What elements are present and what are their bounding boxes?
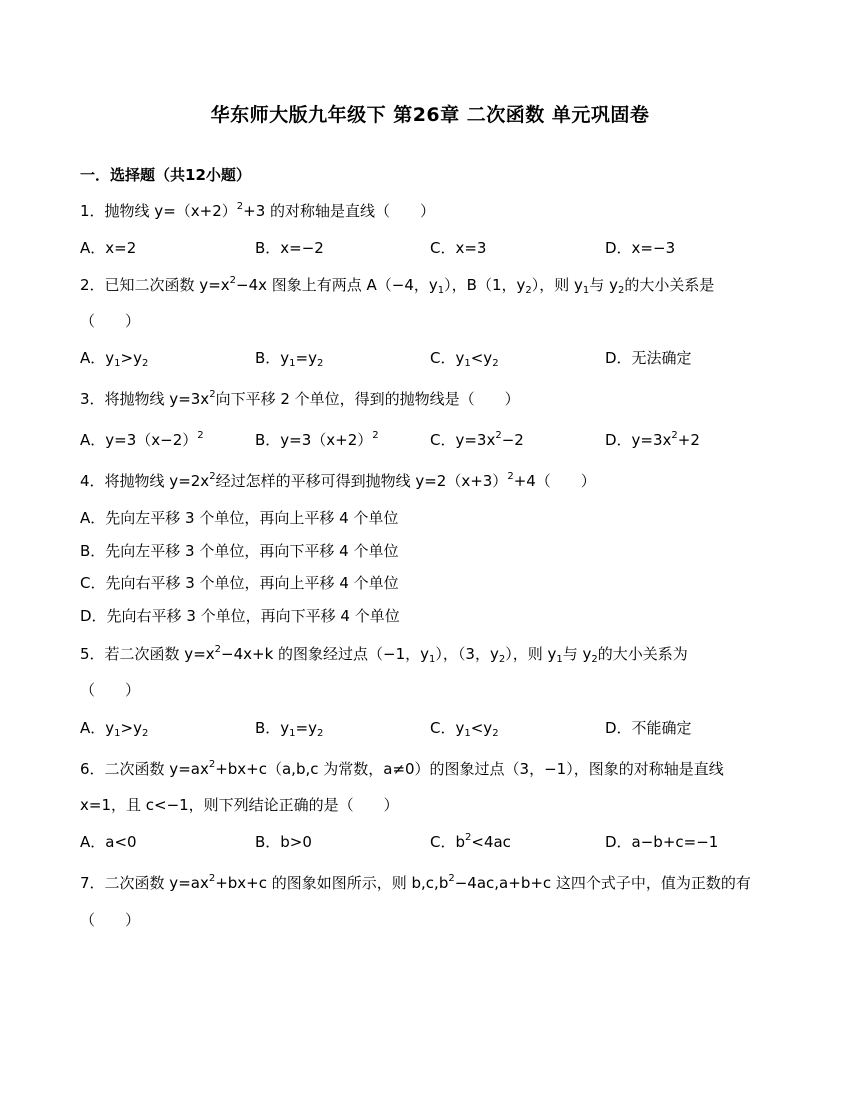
option-b: B．$y_1=y_2$	[255, 719, 324, 739]
section-heading: 一．选择题（共12小题）	[80, 166, 251, 184]
question-4-option-a: A．先向左平移 3 个单位，再向上平移 4 个单位	[80, 509, 399, 527]
question-4-option-d: D．先向右平移 3 个单位，再向下平移 4 个单位	[80, 607, 400, 625]
question-4-option-c: C．先向右平移 3 个单位，再向上平移 4 个单位	[80, 574, 399, 592]
question-7-stem-line2: （ ）	[80, 911, 141, 929]
option-b: B．x=−2	[255, 239, 324, 257]
option-d: D．a−b+c=−1	[605, 833, 719, 851]
question-6-stem-line2: x=1，且 c<−1，则下列结论正确的是（ ）	[80, 796, 399, 814]
question-1-options	[80, 238, 800, 258]
question-1-stem: 1．抛物线 $y=(x+2)^2+3$ 的对称轴是直线（ ）	[80, 201, 436, 220]
option-c: C．$y_1<y_2$	[430, 349, 499, 369]
question-3-options	[80, 430, 800, 450]
document-title: 华东师大版九年级下 第26章 二次函数 单元巩固卷	[210, 104, 650, 126]
option-a: A．$y_1>y_2$	[80, 719, 149, 739]
option-d: D．$y=3x^2+2$	[605, 430, 700, 449]
option-d: D．不能确定	[605, 719, 692, 737]
question-4-option-b: B．先向左平移 3 个单位，再向下平移 4 个单位	[80, 542, 399, 560]
option-d: D．x=−3	[605, 239, 676, 257]
question-5-stem: 5．若二次函数 $y=x^2-4x+k$ 的图象经过点（−1，$y_1$），（3，$y_2$），则 $y_1$与 $y_2$的大小关系为	[80, 644, 688, 665]
option-c: C．$y_1<y_2$	[430, 719, 499, 739]
option-a: A．$y=3(x-2)^2$	[80, 430, 204, 449]
option-d: D．无法确定	[605, 349, 692, 367]
option-b: B．$y=3(x+2)^2$	[255, 430, 379, 449]
question-7-stem: 7．二次函数 $y=ax^2+bx+c$ 的图象如图所示，则 $b,c,b^2-4ac,a+b+c$ 这四个式子中，值为正数的有	[80, 873, 751, 892]
question-4-stem: 4．将抛物线 $y=2x^2$经过怎样的平移可得到抛物线 $y=2(x+3)^2+4$（ ）	[80, 471, 596, 490]
question-6-options	[80, 832, 800, 852]
option-b: B．$y_1=y_2$	[255, 349, 324, 369]
option-c: C．$b^2<4ac$	[430, 832, 511, 851]
question-2-options	[80, 348, 800, 368]
question-5-stem-line2: （ ）	[80, 681, 141, 699]
question-3-stem: 3．将抛物线 $y=3x^2$向下平移 2 个单位，得到的抛物线是（ ）	[80, 389, 520, 408]
question-2-stem: 2．已知二次函数 $y=x^2-4x$ 图象上有两点 A（−4，$y_1$），B（1，$y_2$），则 $y_1$与 $y_2$的大小关系是	[80, 275, 715, 296]
question-2-stem-line2: （ ）	[80, 312, 141, 330]
option-b: B．b>0	[255, 833, 312, 851]
question-6-stem: 6．二次函数 $y=ax^2+bx+c(a,b,c$ 为常数，a≠0）的图象过点（3，−1），图象的对称轴是直线	[80, 759, 724, 778]
option-a: A．$y_1>y_2$	[80, 349, 149, 369]
option-a: A．a<0	[80, 833, 137, 851]
option-a: A．x=2	[80, 239, 137, 257]
question-5-options	[80, 718, 800, 738]
option-c: C．$y=3x^2-2$	[430, 430, 524, 449]
option-c: C．x=3	[430, 239, 487, 257]
